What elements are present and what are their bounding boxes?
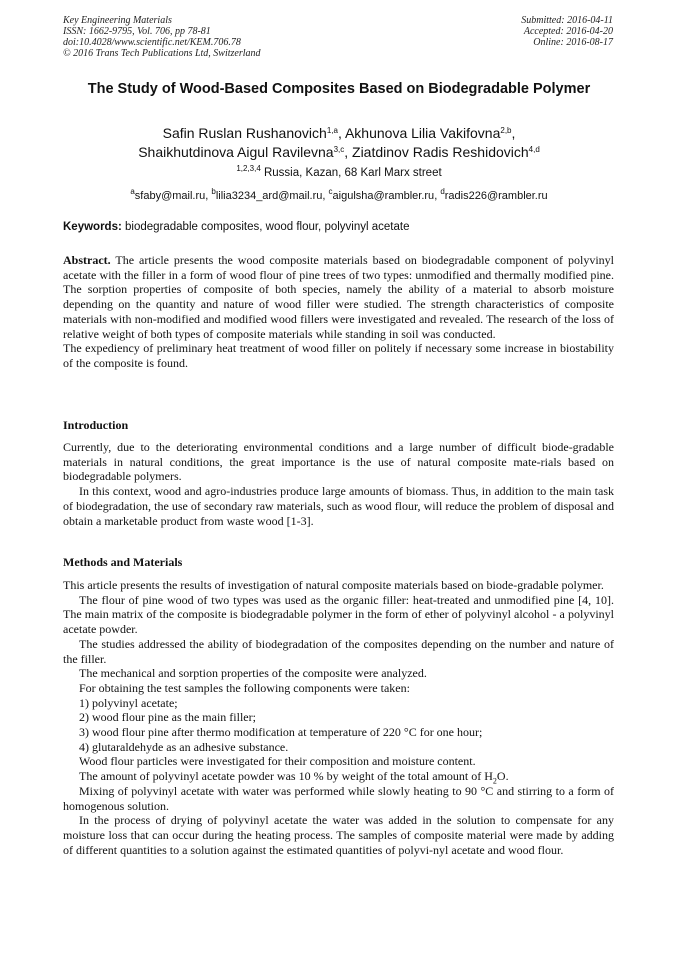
email-link[interactable]: sfaby@mail.ru bbox=[134, 190, 206, 202]
paragraph: Mixing of polyvinyl acetate with water was performed while slowly heating to 90 °C and stirring to a form of homogenous solution. bbox=[63, 783, 614, 813]
keywords bbox=[63, 221, 623, 233]
author-emails: $^a$sfaby@mail.ru, $^b$lilia3234_ard@mail.ru, $^c$aigulsha@rambler.ru, $^d$radis226@rambler.ru bbox=[130, 187, 548, 202]
paper-title: The Study of Wood-Based Composites Based on Biodegradable Polymer bbox=[87, 81, 591, 97]
abstract bbox=[63, 253, 614, 371]
paragraph: The mechanical and sorption properties of the composite were analyzed. bbox=[79, 666, 427, 681]
author-name: Shaikhutdinova Aigul Ravilevna bbox=[138, 144, 334, 160]
paragraph: This article presents the results of investigation of natural composite materials based on biode-gradable polymer. bbox=[63, 578, 604, 592]
paragraph: In this context, wood and agro-industries produce large amounts of biomass. Thus, in addition to the main task of biodegradation, the use of secondary raw materials, such as wood flour, will reduce the problem of disposal and obtain a marketable product from waste wood [1-3]. bbox=[63, 484, 614, 528]
author-affiliation-mark: 3,c bbox=[333, 145, 345, 154]
author-list: Safin Ruslan Rushanovich$^{1,a}$, Akhunova Lilia Vakifovna$^{2,b}$, Shaikhutdinova Aigul Ravilevna$^{3,c}$, Ziatdinov Radis Reshidovich$^{4,d}$ bbox=[138, 125, 540, 160]
journal-copyright: © 2016 Trans Tech Publications Ltd, Switzerland bbox=[63, 48, 261, 59]
methods-body bbox=[63, 578, 614, 857]
keywords-label: Keywords: bbox=[63, 221, 122, 233]
paragraph: The flour of pine wood of two types was used as the organic filler: heat-treated and unmodified pine [4, 10]. The main matrix of the composite is biodegradable polymer in the form of ether of polyvinyl alcohol - a polyvinyl acetate powder. bbox=[63, 592, 614, 637]
journal-issn: ISSN: 1662-9795, Vol. 706, pp 78-81 bbox=[63, 26, 211, 37]
author-affiliation-mark: 4,d bbox=[528, 145, 540, 154]
author-affiliation-mark: 2,b bbox=[500, 126, 512, 135]
journal-name: Key Engineering Materials bbox=[63, 15, 172, 26]
email-link[interactable]: aigulsha@rambler.ru bbox=[332, 190, 435, 202]
paragraph: The studies addressed the ability of biodegradation of the composites depending on the number and nature of the filler. bbox=[63, 636, 614, 666]
affiliation: $^{1,2,3,4}$ Russia, Kazan, 68 Karl Marx street bbox=[236, 164, 442, 179]
list-item: 4) glutaraldehyde as an adhesive substance. bbox=[79, 739, 289, 754]
accepted-date: Accepted: 2016-04-20 bbox=[523, 26, 613, 37]
author-affiliation-mark: 1,a bbox=[326, 126, 338, 135]
list-item: 3) wood flour pine after thermo modification at temperature of 220 °C for one hour; bbox=[79, 725, 483, 740]
list-item: 2) wood flour pine as the main filler; bbox=[79, 710, 256, 725]
author-name: Ziatdinov Radis Reshidovich bbox=[352, 144, 529, 160]
author-name: Safin Ruslan Rushanovich bbox=[162, 125, 327, 141]
email-link[interactable]: radis226@rambler.ru bbox=[444, 190, 548, 202]
publication-dates bbox=[521, 15, 613, 48]
list-item: 1) polyvinyl acetate; bbox=[79, 695, 178, 710]
author-name: Akhunova Lilia Vakifovna bbox=[344, 125, 501, 141]
online-date: Online: 2016-08-17 bbox=[533, 37, 613, 48]
paragraph: The amount of polyvinyl acetate powder was 10 % by weight of the total amount of $H_2O$. bbox=[79, 769, 509, 786]
section-heading-introduction: Introduction bbox=[63, 418, 129, 432]
paragraph: For obtaining the test samples the following components were taken: bbox=[79, 680, 410, 695]
section-heading-methods: Methods and Materials bbox=[63, 555, 183, 569]
journal-info bbox=[63, 15, 261, 59]
keywords-text: biodegradable composites, wood flour, polyvinyl acetate bbox=[121, 221, 410, 233]
journal-doi: doi:10.4028/www.scientific.net/KEM.706.78 bbox=[63, 37, 241, 48]
email-link[interactable]: lilia3234_ard@mail.ru bbox=[215, 190, 323, 202]
abstract-label: Abstract. bbox=[63, 253, 111, 267]
submitted-date: Submitted: 2016-04-11 bbox=[521, 15, 613, 26]
abstract-text: The article presents the wood composite materials based on biodegradable component of polyvinyl acetate with the filler in a form of wood flour of pine trees of two types: unmodified and thermally modified pine. The sorption properties of composite of both species, namely the ability of a material to absorb moisture depending on the quantity and nature of wood filler were studied. The strength characteristics of composite materials with non-modified and modified wood fillers were investigated and revealed. The research of the loss of relative weight of both types of composite materials while standing in soil was conducted. bbox=[63, 253, 614, 341]
paragraph: In the process of drying of polyvinyl acetate the water was added in the solution to compensate for any moisture loss that can occur during the heating process. The samples of composite material were made by adding of different quantities to a solution against the estimated quantities of polyvi-nyl acetate and wood flour. bbox=[63, 813, 614, 857]
paragraph: Currently, due to the deteriorating environmental conditions and a large number of difficult biode-gradable materials in natural conditions, the great importance is the use of natural composite mate-rials based on biodegradable polymers. bbox=[63, 440, 614, 484]
abstract-text-2: The expediency of preliminary heat treatment of wood filler on politely if necessary some increase in biostability of the composite is found. bbox=[63, 341, 614, 370]
introduction-body bbox=[63, 440, 614, 528]
paragraph: Wood flour particles were investigated for their composition and moisture content. bbox=[79, 754, 476, 769]
